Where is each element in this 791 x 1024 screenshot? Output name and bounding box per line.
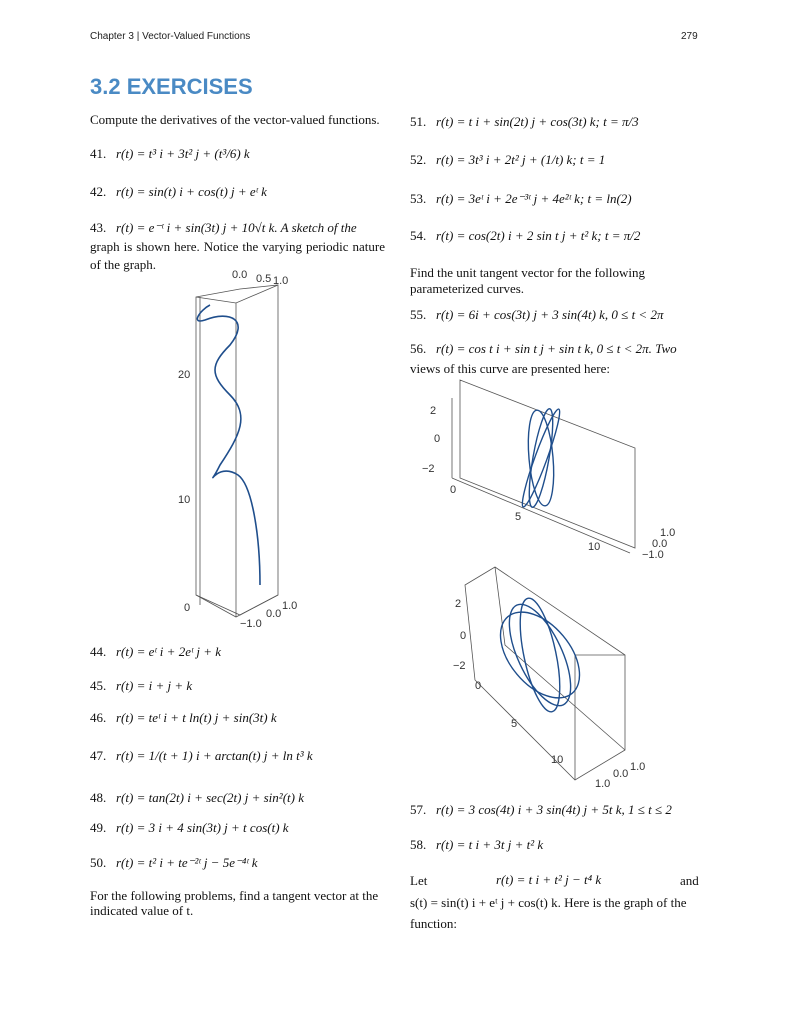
exercise-57	[410, 802, 672, 818]
expr: r(t) = 3t³ i + 2t² j + (1/t) k; t = 1	[436, 152, 606, 167]
tick: 0.5	[256, 273, 272, 285]
expr: r(t) = 3 cos(4t) i + 3 sin(4t) j + 5t k, 1 ≤ t ≤ 2	[436, 802, 672, 817]
num: 47.	[90, 748, 107, 763]
tick: 0.0	[652, 538, 668, 550]
expr: r(t) = t i + sin(2t) j + cos(3t) k; t = π/3	[436, 114, 639, 129]
exercise-43	[90, 220, 357, 236]
expr: r(t) = cos t i + sin t j + sin t k, 0 ≤ t < 2π. Two	[436, 341, 677, 356]
tick: 10	[551, 754, 564, 766]
tick: 0	[184, 602, 191, 614]
num: 45.	[90, 678, 107, 693]
num: 50.	[90, 855, 107, 870]
exercise-48	[90, 790, 304, 806]
num: 46.	[90, 710, 107, 725]
figure-56-view2	[445, 565, 685, 795]
num: 58.	[410, 837, 427, 852]
exercise-54	[410, 228, 640, 244]
expr: r(t) = e⁻ᵗ i + sin(3t) j + 10√t k. A sketch of the	[116, 220, 357, 235]
tick: 2	[430, 405, 437, 417]
s-text: s(t) = sin(t) i + eᵗ j + cos(t) k. Here is the graph of the function:	[410, 895, 687, 931]
expr: r(t) = tan(2t) i + sec(2t) j + sin²(t) k	[116, 790, 304, 805]
let-expr: r(t) = t i + t² j − t⁴ k	[496, 872, 602, 887]
expr: r(t) = 3 i + 4 sin(3t) j + t cos(t) k	[116, 820, 289, 835]
expr: r(t) = t³ i + 3t² j + (t³/6) k	[116, 146, 250, 161]
exercise-42	[90, 184, 267, 200]
figure-56-view1	[420, 378, 680, 568]
num: 44.	[90, 644, 107, 659]
tick: 1.0	[595, 778, 611, 790]
tick: 0	[434, 433, 441, 445]
num: 41.	[90, 146, 107, 161]
exercise-51	[410, 114, 639, 130]
expr: r(t) = 3eᵗ i + 2e⁻³ᵗ j + 4e²ᵗ k; t = ln(2)	[436, 191, 632, 206]
curve	[197, 305, 260, 585]
expr: r(t) = t i + 3t j + t² k	[436, 837, 544, 852]
tick: −2	[453, 660, 466, 672]
exercise-56	[410, 341, 677, 357]
tick: 0.0	[266, 608, 282, 620]
tick: 5	[511, 718, 518, 730]
tick: −1.0	[642, 549, 664, 561]
num: 57.	[410, 802, 427, 817]
expr: r(t) = t² i + te⁻²ᵗ j − 5e⁻⁴ᵗ k	[116, 855, 258, 870]
tick: 1.0	[282, 600, 298, 612]
expr: r(t) = 1/(t + 1) i + arctan(t) j + ln t³ k	[116, 748, 313, 763]
exercise-58	[410, 837, 543, 853]
tick: 1.0	[630, 761, 646, 773]
num: 56.	[410, 341, 427, 356]
let-text: Let	[410, 873, 428, 888]
tick: 2	[455, 598, 462, 610]
figure-43-graph	[160, 265, 310, 635]
expr: r(t) = cos(2t) i + 2 sin t j + t² k; t = π/2	[436, 228, 641, 243]
tick: 0	[475, 680, 482, 692]
ex56-text: views of this curve are presented here:	[410, 361, 610, 376]
exercise-52	[410, 152, 605, 168]
tick: 0	[450, 484, 457, 496]
num: 55.	[410, 307, 427, 322]
tick: 5	[515, 511, 522, 523]
expr: r(t) = sin(t) i + cos(t) j + eᵗ k	[116, 184, 267, 199]
num: 52.	[410, 152, 427, 167]
num: 48.	[90, 790, 107, 805]
exercise-47	[90, 748, 313, 764]
num: 43.	[90, 220, 107, 235]
tick: 1.0	[273, 275, 289, 287]
num: 53.	[410, 191, 427, 206]
ex43-text: graph is shown here. Notice the varying periodic nature of the graph.	[90, 239, 385, 272]
num: 42.	[90, 184, 107, 199]
exercise-46	[90, 710, 277, 726]
expr: r(t) = eᵗ i + 2eᵗ j + k	[116, 644, 222, 659]
exercise-49	[90, 820, 289, 836]
expr: r(t) = i + j + k	[116, 678, 193, 693]
tick: 10	[178, 494, 191, 506]
intro-text: Compute the derivatives of the vector-valued functions.	[90, 112, 380, 127]
exercise-41	[90, 146, 250, 162]
exercise-55	[410, 307, 663, 323]
section-title: 3.2 EXERCISES	[90, 74, 253, 99]
tick: 0.0	[232, 269, 248, 281]
expr: r(t) = teᵗ i + t ln(t) j + sin(3t) k	[116, 710, 277, 725]
unit-intro: Find the unit tangent vector for the following parameterized curves.	[410, 265, 646, 296]
tick: 20	[178, 369, 191, 381]
exercise-50	[90, 855, 258, 871]
curve	[518, 407, 565, 509]
page-number: 279	[681, 31, 698, 42]
exercise-45	[90, 678, 192, 694]
let-and: and	[680, 873, 699, 888]
tick: 0	[460, 630, 467, 642]
tick: 10	[588, 541, 601, 553]
tangent-intro: For the following problems, find a tangent vector at the indicated value of t.	[90, 888, 379, 918]
tick: −2	[422, 463, 435, 475]
chapter-header: Chapter 3 | Vector-Valued Functions	[90, 31, 251, 42]
num: 49.	[90, 820, 107, 835]
num: 51.	[410, 114, 427, 129]
exercise-44	[90, 644, 221, 660]
exercise-53	[410, 191, 632, 207]
tick: 1.0	[660, 527, 676, 539]
tick: −1.0	[240, 618, 262, 630]
tick: 0.0	[613, 768, 629, 780]
num: 54.	[410, 228, 427, 243]
expr: r(t) = 6i + cos(3t) j + 3 sin(4t) k, 0 ≤ t < 2π	[436, 307, 664, 322]
